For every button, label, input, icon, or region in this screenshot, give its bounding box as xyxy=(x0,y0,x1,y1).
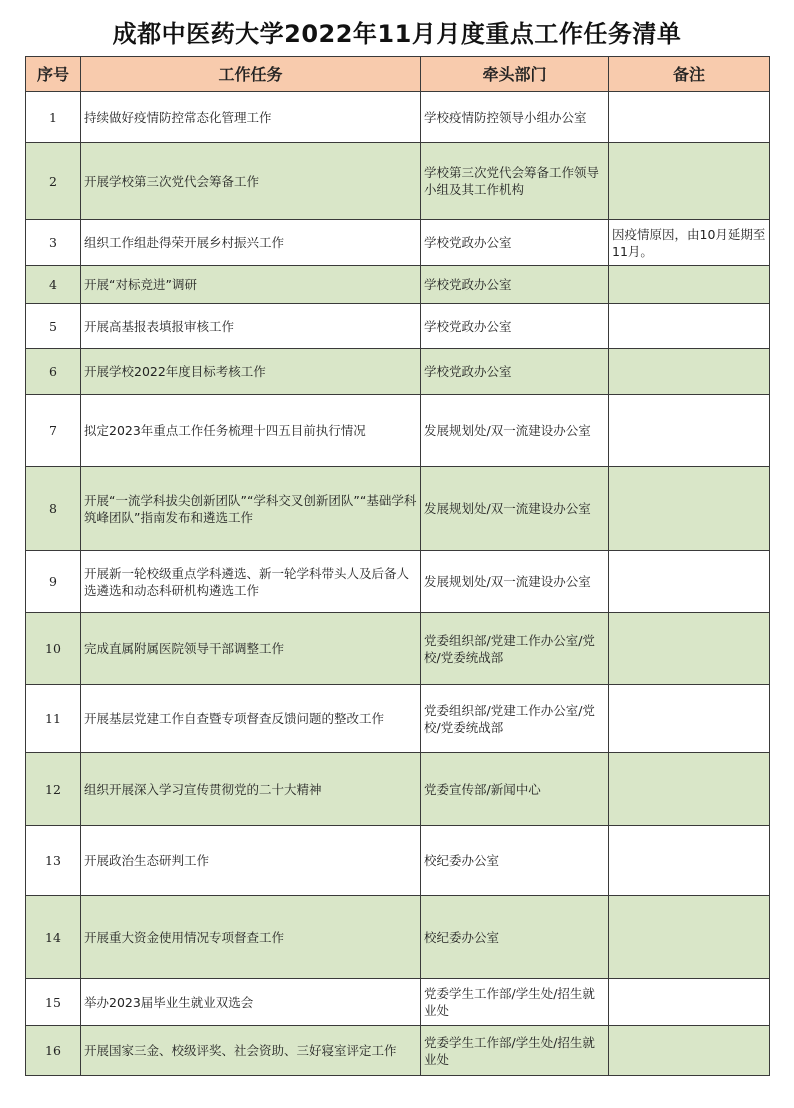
row-seq: 10 xyxy=(26,613,81,685)
table-row xyxy=(26,613,770,685)
row-note xyxy=(609,395,770,467)
row-task: 完成直属附属医院领导干部调整工作 xyxy=(81,613,421,685)
row-seq: 15 xyxy=(26,979,81,1026)
row-seq: 14 xyxy=(26,896,81,979)
row-task: 拟定2023年重点工作任务梳理十四五目前执行情况 xyxy=(81,395,421,467)
row-note xyxy=(609,753,770,826)
table-row xyxy=(26,467,770,551)
table-row xyxy=(26,753,770,826)
row-seq: 2 xyxy=(26,143,81,220)
row-task: 开展重大资金使用情况专项督查工作 xyxy=(81,896,421,979)
row-note xyxy=(609,304,770,349)
row-dept: 发展规划处/双一流建设办公室 xyxy=(421,551,609,613)
table-row xyxy=(26,826,770,896)
row-seq: 5 xyxy=(26,304,81,349)
row-note xyxy=(609,349,770,395)
row-seq: 7 xyxy=(26,395,81,467)
table-row xyxy=(26,685,770,753)
row-task: 开展国家三金、校级评奖、社会资助、三好寝室评定工作 xyxy=(81,1026,421,1076)
row-note xyxy=(609,143,770,220)
row-dept: 校纪委办公室 xyxy=(421,826,609,896)
table-row xyxy=(26,979,770,1026)
row-note xyxy=(609,1026,770,1076)
table-row xyxy=(26,896,770,979)
header-row xyxy=(26,57,770,92)
row-task: 开展新一轮校级重点学科遴选、新一轮学科带头人及后备人选遴选和动态科研机构遴选工作 xyxy=(81,551,421,613)
row-note xyxy=(609,467,770,551)
row-dept: 学校党政办公室 xyxy=(421,266,609,304)
row-note xyxy=(609,613,770,685)
table-row xyxy=(26,266,770,304)
row-dept: 学校党政办公室 xyxy=(421,349,609,395)
row-dept: 党委学生工作部/学生处/招生就业处 xyxy=(421,1026,609,1076)
row-note xyxy=(609,92,770,143)
row-dept: 发展规划处/双一流建设办公室 xyxy=(421,395,609,467)
row-task: 举办2023届毕业生就业双选会 xyxy=(81,979,421,1026)
header-seq: 序号 xyxy=(26,57,81,92)
table-row xyxy=(26,220,770,266)
row-note xyxy=(609,685,770,753)
row-seq: 11 xyxy=(26,685,81,753)
row-task: 开展学校2022年度目标考核工作 xyxy=(81,349,421,395)
table-row xyxy=(26,304,770,349)
row-dept: 党委宣传部/新闻中心 xyxy=(421,753,609,826)
row-seq: 13 xyxy=(26,826,81,896)
row-dept: 学校疫情防控领导小组办公室 xyxy=(421,92,609,143)
table-row xyxy=(26,1026,770,1076)
row-dept: 党委学生工作部/学生处/招生就业处 xyxy=(421,979,609,1026)
table-row xyxy=(26,349,770,395)
row-note xyxy=(609,826,770,896)
row-dept: 学校党政办公室 xyxy=(421,304,609,349)
row-dept: 校纪委办公室 xyxy=(421,896,609,979)
row-seq: 12 xyxy=(26,753,81,826)
header-task: 工作任务 xyxy=(81,57,421,92)
row-note xyxy=(609,896,770,979)
row-task: 开展高基报表填报审核工作 xyxy=(81,304,421,349)
row-note xyxy=(609,551,770,613)
row-seq: 4 xyxy=(26,266,81,304)
row-task: 持续做好疫情防控常态化管理工作 xyxy=(81,92,421,143)
row-note: 因疫情原因，由10月延期至11月。 xyxy=(609,220,770,266)
row-task: 开展政治生态研判工作 xyxy=(81,826,421,896)
table-row xyxy=(26,395,770,467)
row-task: 组织开展深入学习宣传贯彻党的二十大精神 xyxy=(81,753,421,826)
row-dept: 学校第三次党代会筹备工作领导小组及其工作机构 xyxy=(421,143,609,220)
row-note xyxy=(609,979,770,1026)
table-row xyxy=(26,92,770,143)
row-dept: 党委组织部/党建工作办公室/党校/党委统战部 xyxy=(421,613,609,685)
task-table xyxy=(25,56,770,1076)
row-task: 开展“对标竞进”调研 xyxy=(81,266,421,304)
row-note xyxy=(609,266,770,304)
table-row xyxy=(26,143,770,220)
row-seq: 1 xyxy=(26,92,81,143)
row-dept: 党委组织部/党建工作办公室/党校/党委统战部 xyxy=(421,685,609,753)
row-task: 开展学校第三次党代会筹备工作 xyxy=(81,143,421,220)
header-dept: 牵头部门 xyxy=(421,57,609,92)
row-seq: 6 xyxy=(26,349,81,395)
row-seq: 16 xyxy=(26,1026,81,1076)
row-dept: 发展规划处/双一流建设办公室 xyxy=(421,467,609,551)
header-note: 备注 xyxy=(609,57,770,92)
row-task: 组织工作组赴得荣开展乡村振兴工作 xyxy=(81,220,421,266)
row-dept: 学校党政办公室 xyxy=(421,220,609,266)
row-seq: 8 xyxy=(26,467,81,551)
table-row xyxy=(26,551,770,613)
row-task: 开展“一流学科拔尖创新团队”“学科交叉创新团队”“基础学科筑峰团队”指南发布和遴选工作 xyxy=(81,467,421,551)
row-seq: 3 xyxy=(26,220,81,266)
row-seq: 9 xyxy=(26,551,81,613)
page-title: 成都中医药大学2022年11月月度重点工作任务清单 xyxy=(112,20,682,48)
row-task: 开展基层党建工作自查暨专项督查反馈问题的整改工作 xyxy=(81,685,421,753)
